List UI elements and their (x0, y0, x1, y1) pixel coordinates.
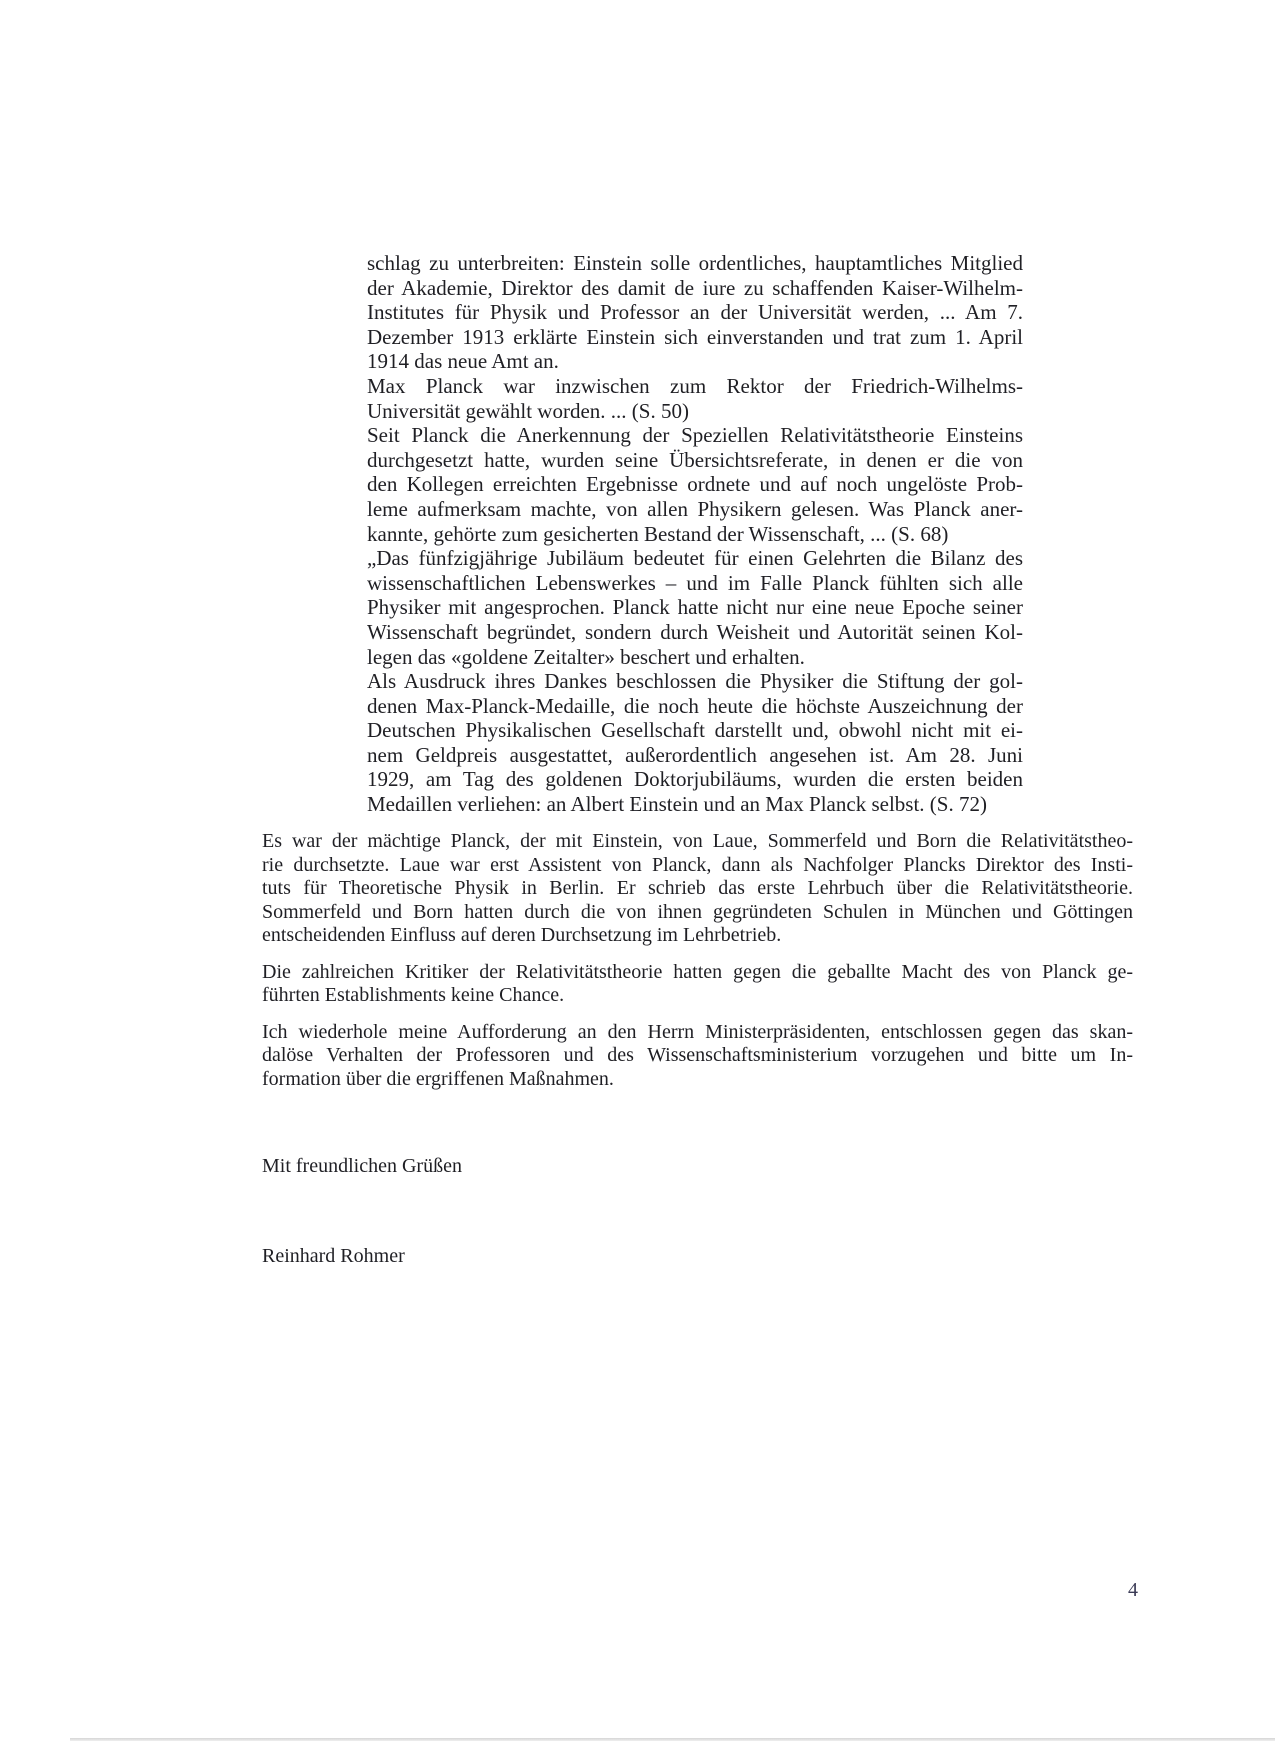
quote-line: durchgesetzt hatte, wurden seine Übersichtsreferate, in denen er die von (367, 447, 1023, 472)
quote-line: Als Ausdruck ihres Dankes beschlossen die Physiker die Stiftung der gol- (367, 669, 1023, 694)
body-line: entscheidenden Einfluss auf deren Durchsetzung im Lehrbetrieb. (262, 924, 782, 946)
quote-line: Max Planck war inzwischen zum Rektor der Friedrich-Wilhelms- (367, 373, 1023, 398)
quote-line: Medaillen verliehen: an Albert Einstein und an Max Planck selbst. (S. 72) (367, 792, 987, 817)
body-paragraph (262, 961, 1133, 1008)
page-number: 4 (1128, 1579, 1138, 1601)
quote-line: Universität gewählt worden. ... (S. 50) (367, 398, 689, 423)
quote-line: leme aufmerksam machte, von allen Physikern gelesen. Was Planck aner- (367, 496, 1023, 521)
quote-line: legen das «goldene Zeitalter» beschert und erhalten. (367, 644, 805, 669)
body-paragraph (262, 830, 1133, 948)
body-line: führten Establishments keine Chance. (262, 984, 565, 1006)
quote-line: schlag zu unterbreiten: Einstein solle ordentliches, hauptamtliches Mitglied (367, 251, 1023, 275)
body-line: formation über die ergriffenen Maßnahmen. (262, 1067, 614, 1090)
quote-line: „Das fünfzigjährige Jubiläum bedeutet für einen Gelehrten die Bilanz des (367, 546, 1023, 571)
body-line: Sommerfeld und Born hatten durch die von ihnen gegründeten Schulen in München und Göttingen (262, 900, 1133, 923)
body-line: Ich wiederhole meine Aufforderung an den Herrn Ministerpräsidenten, entschlossen gegen das skan- (262, 1020, 1133, 1043)
quote-line: Wissenschaft begründet, sondern durch Weisheit und Autorität seinen Kol- (367, 619, 1023, 644)
quote-line: wissenschaftlichen Lebenswerkes – und im Falle Planck fühlten sich alle (367, 570, 1023, 595)
quote-line: 1914 das neue Amt an. (367, 349, 559, 374)
quote-line: 1929, am Tag des goldenen Doktorjubiläums, wurden die ersten beiden (367, 767, 1023, 792)
closing-salutation: Mit freundlichen Grüßen (262, 1155, 462, 1177)
body-paragraph (262, 1021, 1133, 1092)
quote-line: der Akademie, Direktor des damit de iure zu schaffenden Kaiser-Wilhelm- (367, 275, 1023, 300)
quote-line: kannte, gehörte zum gesicherten Bestand der Wissenschaft, ... (S. 68) (367, 521, 949, 546)
quote-line: Physiker mit angesprochen. Planck hatte nicht nur eine neue Epoche seiner (367, 595, 1023, 620)
quote-line: Institutes für Physik und Professor an der Universität werden, ... Am 7. (367, 300, 1023, 325)
body-line: rie durchsetzte. Laue war erst Assistent von Planck, dann als Nachfolger Plancks Direktor des Insti- (262, 853, 1133, 876)
quote-line: Seit Planck die Anerkennung der Speziellen Relativitätstheorie Einsteins (367, 423, 1023, 448)
quote-line: nem Geldpreis ausgestattet, außerordentlich angesehen ist. Am 28. Juni (367, 742, 1023, 767)
quote-line: Deutschen Physikalischen Gesellschaft darstellt und, obwohl nicht mit ei- (367, 718, 1023, 743)
body-line: dalöse Verhalten der Professoren und des Wissenschaftsministerium vorzugehen und bitte um In- (262, 1044, 1133, 1066)
signature-name: Reinhard Rohmer (262, 1245, 405, 1267)
quote-line: Dezember 1913 erklärte Einstein sich einverstanden und trat zum 1. April (367, 324, 1023, 349)
scan-edge-divider (70, 1738, 1275, 1741)
letter-body (262, 830, 1133, 1104)
body-line: Die zahlreichen Kritiker der Relativitätstheorie hatten gegen die geballte Macht des von Planck ge- (262, 960, 1133, 983)
body-line: Es war der mächtige Planck, der mit Einstein, von Laue, Sommerfeld und Born die Relativitätstheo- (262, 830, 1133, 852)
quote-line: den Kollegen erreichten Ergebnisse ordnete und auf noch ungelöste Prob- (367, 472, 1023, 497)
block-quote (367, 251, 1023, 817)
quote-line: denen Max-Planck-Medaille, die noch heute die höchste Auszeichnung der (367, 693, 1023, 718)
body-line: tuts für Theoretische Physik in Berlin. Er schrieb das erste Lehrbuch über die Relativitätstheorie. (262, 877, 1133, 899)
